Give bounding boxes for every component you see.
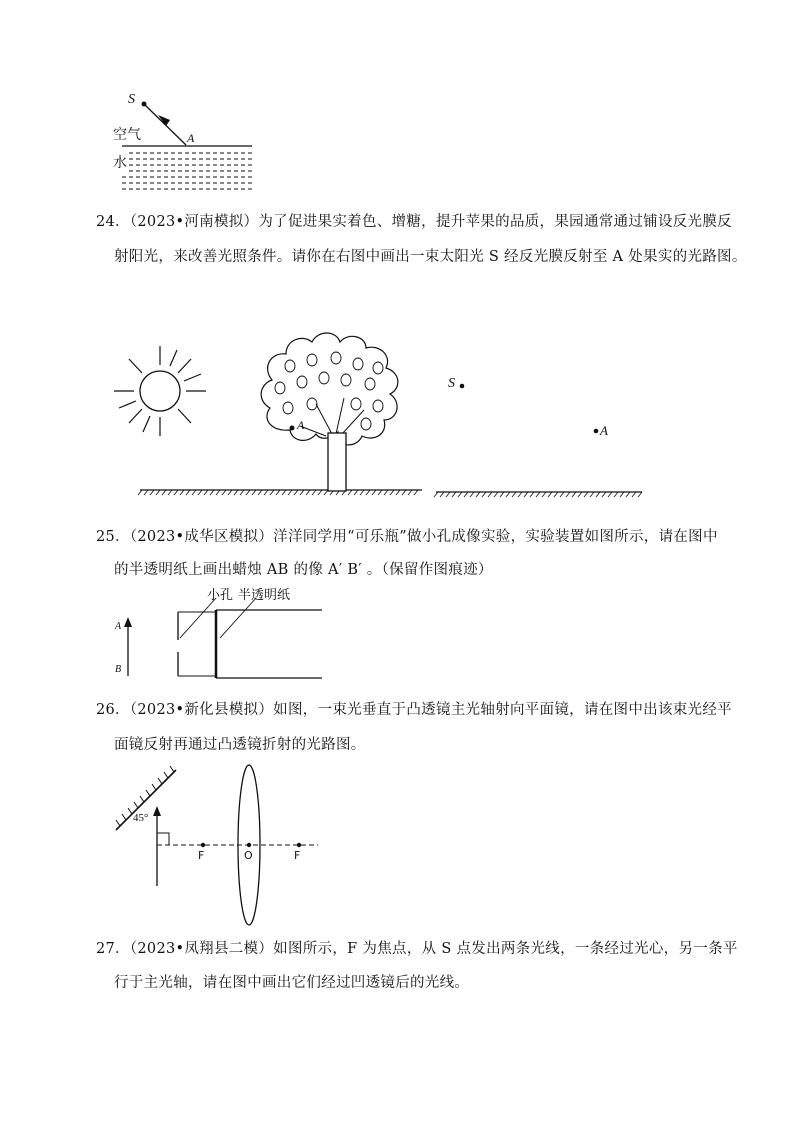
label-water: 水	[113, 152, 127, 172]
question-25-line-2: 的半透明纸上画出蜡烛 AB 的像 A′ B′ 。（保留作图痕迹）	[114, 562, 493, 578]
question-26-line-2: 面镜反射再通过凸透镜折射的光路图。	[114, 737, 366, 753]
label-a-tree: A	[297, 418, 305, 432]
question-24-line-1: 24．（2023•河南模拟）为了促进果实着色、增糖，提升苹果的品质，果园通常通过铺设反光膜反	[96, 214, 732, 230]
label-a-candle: A	[115, 621, 122, 632]
question-24-line-2: 射阳光，来改善光照条件。请你在右图中画出一束太阳光 S 经反光膜反射至 A 处果实的光路图。	[114, 249, 747, 265]
label-s-right: S	[448, 376, 455, 391]
label-s: S	[128, 92, 135, 107]
question-25-line-1: 25．（2023•成华区模拟）洋洋同学用“可乐瓶”做小孔成像实验，实验装置如图所示，请在图中	[96, 529, 718, 545]
question-27-line-2: 行于主光轴，请在图中画出它们经过凹透镜后的光线。	[114, 975, 470, 991]
label-focus-right: F	[294, 849, 301, 862]
label-b-candle: B	[115, 664, 122, 675]
question-26-line-1: 26．（2023•新化县模拟）如图，一束光垂直于凸透镜主光轴射向平面镜，请在图中出该束光经平	[96, 702, 732, 718]
label-a-right: A	[600, 423, 608, 438]
label-pinhole: 小孔	[207, 588, 234, 603]
label-focus-left: F	[198, 849, 205, 862]
label-translucent-paper: 半透明纸	[238, 588, 291, 603]
label-angle: 45°	[133, 812, 149, 824]
question-27-line-1: 27．（2023•凤翔县二模）如图所示，F 为焦点，从 S 点发出两条光线，一条经过光心，另一条平	[96, 941, 738, 957]
label-a: A	[187, 131, 195, 145]
label-air: 空气	[113, 127, 141, 143]
label-optical-center: O	[244, 849, 253, 862]
